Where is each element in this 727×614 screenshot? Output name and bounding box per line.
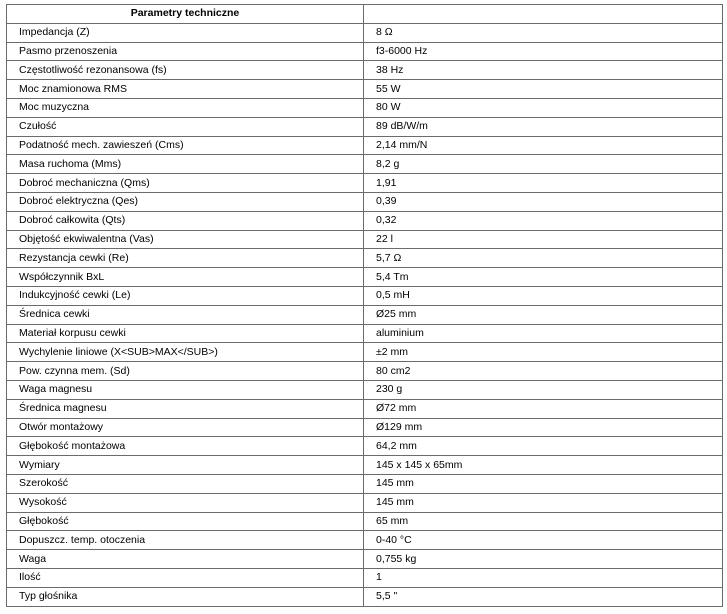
table-header-row [7, 5, 723, 24]
table-row [7, 211, 723, 230]
param-value: f3-6000 Hz [364, 42, 723, 61]
table-row [7, 587, 723, 606]
param-label: Dobroć całkowita (Qts) [7, 211, 364, 230]
param-value: 80 cm2 [364, 362, 723, 381]
param-value: 89 dB/W/m [364, 117, 723, 136]
table-row [7, 568, 723, 587]
param-label: Moc znamionowa RMS [7, 80, 364, 99]
specs-table [6, 4, 723, 607]
param-value: Ø72 mm [364, 399, 723, 418]
param-label: Moc muzyczna [7, 98, 364, 117]
param-label: Waga [7, 550, 364, 569]
param-value: 0,39 [364, 192, 723, 211]
table-row [7, 98, 723, 117]
param-value: 230 g [364, 380, 723, 399]
table-row [7, 192, 723, 211]
param-label: Wychylenie liniowe (X<SUB>MAX</SUB>) [7, 343, 364, 362]
table-row [7, 174, 723, 193]
param-value: 38 Hz [364, 61, 723, 80]
table-row [7, 362, 723, 381]
table-row [7, 324, 723, 343]
param-value: 145 mm [364, 493, 723, 512]
table-row [7, 136, 723, 155]
param-value: 8,2 g [364, 155, 723, 174]
param-label: Pow. czynna mem. (Sd) [7, 362, 364, 381]
table-row [7, 155, 723, 174]
param-value: 65 mm [364, 512, 723, 531]
table-header-title: Parametry techniczne [7, 5, 364, 24]
table-row [7, 343, 723, 362]
param-label: Waga magnesu [7, 380, 364, 399]
param-label: Masa ruchoma (Mms) [7, 155, 364, 174]
param-label: Głębokość [7, 512, 364, 531]
param-label: Otwór montażowy [7, 418, 364, 437]
param-label: Dobroć elektryczna (Qes) [7, 192, 364, 211]
param-value: 55 W [364, 80, 723, 99]
param-value: 5,5 " [364, 587, 723, 606]
table-row [7, 550, 723, 569]
param-value: aluminium [364, 324, 723, 343]
param-label: Wymiary [7, 456, 364, 475]
param-value: 0,755 kg [364, 550, 723, 569]
table-row [7, 80, 723, 99]
table-row [7, 531, 723, 550]
table-row [7, 399, 723, 418]
param-value: Ø25 mm [364, 305, 723, 324]
table-row [7, 61, 723, 80]
param-label: Rezystancja cewki (Re) [7, 249, 364, 268]
param-value: 0,5 mH [364, 286, 723, 305]
param-value: 80 W [364, 98, 723, 117]
param-value: 5,7 Ω [364, 249, 723, 268]
param-label: Częstotliwość rezonansowa (fs) [7, 61, 364, 80]
table-row [7, 23, 723, 42]
param-label: Materiał korpusu cewki [7, 324, 364, 343]
table-row [7, 305, 723, 324]
param-label: Współczynnik BxL [7, 268, 364, 287]
param-value: 145 mm [364, 474, 723, 493]
param-label: Pasmo przenoszenia [7, 42, 364, 61]
table-row [7, 268, 723, 287]
param-value: Ø129 mm [364, 418, 723, 437]
param-label: Dopuszcz. temp. otoczenia [7, 531, 364, 550]
table-header-empty-cell [364, 5, 723, 24]
param-label: Czułość [7, 117, 364, 136]
param-label: Dobroć mechaniczna (Qms) [7, 174, 364, 193]
param-label: Ilość [7, 568, 364, 587]
param-value: 2,14 mm/N [364, 136, 723, 155]
table-row [7, 512, 723, 531]
param-value: 22 l [364, 230, 723, 249]
table-row [7, 380, 723, 399]
param-label: Wysokość [7, 493, 364, 512]
param-value: 1,91 [364, 174, 723, 193]
param-value: 8 Ω [364, 23, 723, 42]
table-row [7, 493, 723, 512]
table-row [7, 249, 723, 268]
param-value: 5,4 Tm [364, 268, 723, 287]
table-row [7, 456, 723, 475]
param-label: Objętość ekwiwalentna (Vas) [7, 230, 364, 249]
param-label: Średnica cewki [7, 305, 364, 324]
param-label: Podatność mech. zawieszeń (Cms) [7, 136, 364, 155]
param-value: 0-40 °C [364, 531, 723, 550]
param-label: Średnica magnesu [7, 399, 364, 418]
param-value: 145 x 145 x 65mm [364, 456, 723, 475]
table-row [7, 474, 723, 493]
table-row [7, 418, 723, 437]
param-value: 64,2 mm [364, 437, 723, 456]
table-row [7, 42, 723, 61]
table-row [7, 117, 723, 136]
table-row [7, 230, 723, 249]
param-label: Szerokość [7, 474, 364, 493]
param-label: Indukcyjność cewki (Le) [7, 286, 364, 305]
table-row [7, 437, 723, 456]
param-value: 1 [364, 568, 723, 587]
table-row [7, 286, 723, 305]
param-value: ±2 mm [364, 343, 723, 362]
param-label: Typ głośnika [7, 587, 364, 606]
param-label: Impedancja (Z) [7, 23, 364, 42]
param-label: Głębokość montażowa [7, 437, 364, 456]
param-value: 0,32 [364, 211, 723, 230]
